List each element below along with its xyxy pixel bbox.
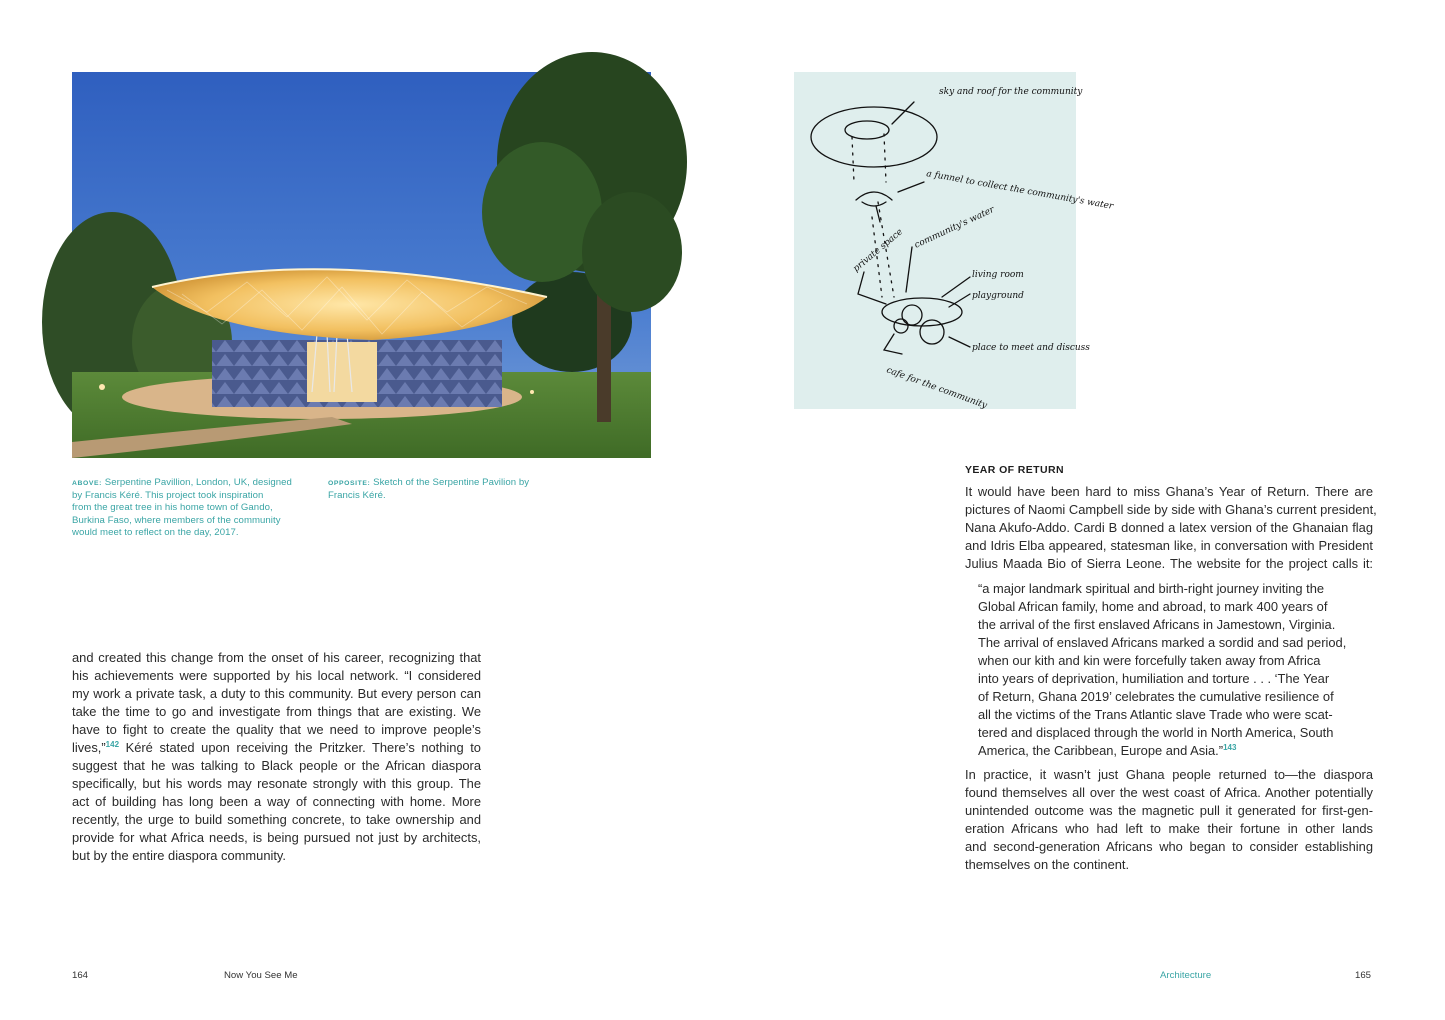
caption-above-line: Serpentine Pavillion, London, UK, designed [104,477,292,488]
caption-opposite-line: Sketch of the Serpentine Pavilion by [373,477,530,488]
page-number-left: 164 [72,970,89,981]
quote-line: of Return, Ghana 2019’ celebrates the cumulative resilience of [978,689,1334,704]
sketch-label: a funnel to collect the community's water [925,169,1114,212]
quote-line: when our kith and kin were forcefully taken away from Africa [978,653,1321,668]
body-line: act of building has long been a way of connecting with home. More [72,794,481,809]
sketch-label: place to meet and discuss [972,343,1090,353]
body-line-prefix: lives,” [72,740,106,755]
body-line: Julius Maada Bio of Sierra Leone. The website for the project calls it: [965,556,1373,571]
running-head-right: Architecture [1160,970,1212,981]
pavilion-photo [72,72,651,458]
right-paragraph-1 [965,483,1377,573]
body-line: take the time to go and investigate from things that are existing. We [72,704,481,719]
left-body-text [72,649,481,865]
sketch-label: community's water [913,204,997,251]
body-line: Nana Akufo-Addo. Cardi B donned a latex version of the Ghanaian flag [965,520,1373,535]
footnote-ref-143[interactable]: 143 [1223,743,1237,752]
body-line: In practice, it wasn’t just Ghana people returned to—the diaspora [965,767,1373,782]
body-line: but by the entire diaspora community. [72,848,286,863]
caption-above [72,477,317,539]
body-line: themselves on the continent. [965,857,1130,872]
body-line: unintended outcome was the magnetic pull it generated for first-gen- [965,803,1373,818]
quote-line: the arrival of the first enslaved Africans in Jamestown, Virginia. [978,617,1336,632]
caption-opposite [328,477,556,502]
caption-above-line: by Francis Kéré. This project took inspiration [72,490,264,502]
quote-line-text: America, the Caribbean, Europe and Asia.” [978,743,1224,758]
pavilion-sketch [794,72,1114,412]
body-line-rest: Kéré stated upon receiving the Pritzker. There’s nothing to [125,740,481,755]
body-line: my work a private task, a duty to this community. But every person can [72,686,481,701]
block-quote [978,580,1359,760]
caption-above-lead: ABOVE: [72,480,103,487]
body-line-with-ref [72,739,481,757]
right-paragraph-2 [965,766,1373,874]
sketch-label: cafe for the community [884,365,989,412]
caption-opposite-lead: OPPOSITE: [328,480,371,487]
sketch-label: private space [851,227,905,275]
body-line: suggest that he was talking to Black people or the African diaspora [72,758,481,773]
quote-line: tered and displaced through the world in North America, South [978,725,1334,740]
quote-line-last [978,742,1359,760]
quote-line: into years of deprivation, humiliation and torture . . . ‘The Year [978,671,1330,686]
body-line: recently, the urge to build something concrete, to take ownership and [72,812,481,827]
sketch-label: playground [972,291,1024,301]
body-line: provide for what Africa needs, is being pursued not just by architects, [72,830,481,845]
body-line: and Idris Elba appeared, statesman like, in conversation with President [965,538,1373,553]
caption-above-line: from the great tree in his home town of Gando, [72,502,273,514]
quote-line: The arrival of enslaved Africans marked a sordid and sad period, [978,635,1347,650]
sketch-label: sky and roof for the community [939,87,1083,97]
body-line: have to fight to create the quality that we need to improve people’s [72,722,481,737]
body-line: found themselves all over the west coast of Africa. Another potentially [965,785,1373,800]
body-line: pictures of Naomi Campbell side by side with Ghana’s current president, [965,502,1377,517]
running-head-left: Now You See Me [224,970,298,981]
quote-line: all the victims of the Trans Atlantic slave Trade who were scat- [978,707,1333,722]
section-heading: YEAR OF RETURN [965,464,1064,476]
body-line: eration Africans who had left to make their fortune in other lands [965,821,1373,836]
body-line: It would have been hard to miss Ghana’s Year of Return. There are [965,484,1373,499]
quote-line: “a major landmark spiritual and birth-right journey inviting the [978,581,1325,596]
body-line: and second-generation Africans who began to consider establishing [965,839,1373,854]
page-number-right: 165 [1355,970,1372,981]
photo-image [72,72,651,458]
body-line: his achievements were supported by his local network. “I considered [72,668,481,683]
caption-above-line: Burkina Faso, where members of the community [72,514,281,526]
footnote-ref-142[interactable]: 142 [105,740,120,749]
quote-line: Global African family, home and abroad, to mark 400 years of [978,599,1328,614]
body-line: specifically, but his words may resonate strongly with this group. The [72,776,481,791]
caption-opposite-line: Francis Kéré. [328,490,386,502]
caption-above-line: would meet to reflect on the day, 2017. [72,526,239,538]
sketch-drawing [794,72,1114,412]
sketch-label: living room [972,270,1024,280]
body-line: and created this change from the onset of his career, recognizing that [72,650,481,665]
